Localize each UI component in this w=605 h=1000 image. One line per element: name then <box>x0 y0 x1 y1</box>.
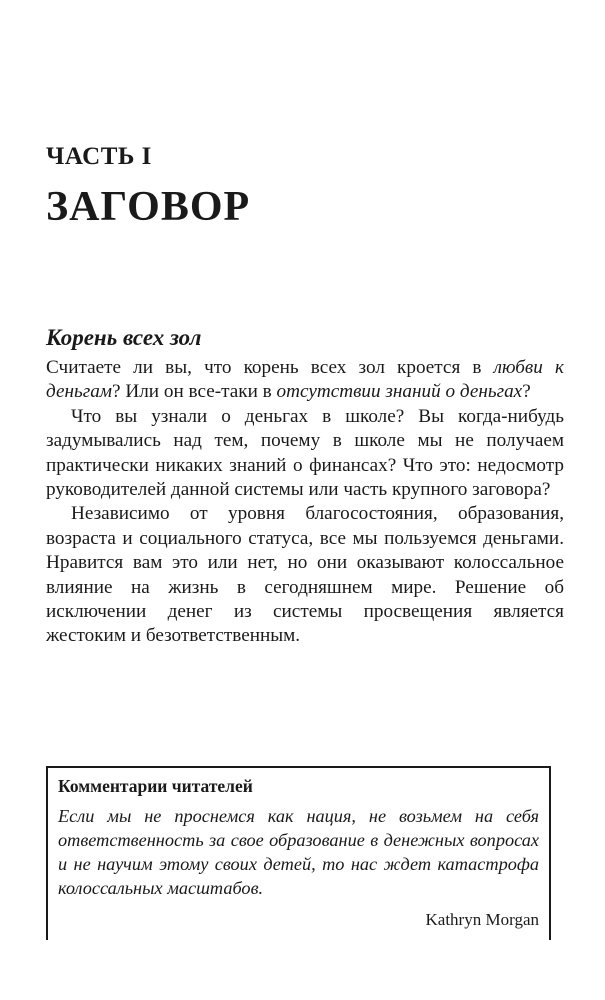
book-page <box>46 0 566 1000</box>
reader-comments-box <box>46 766 551 940</box>
paragraph <box>46 405 564 503</box>
part-title: ЗАГОВОР <box>46 184 251 230</box>
paragraph-text: Что вы узнали о деньгах в школе? Вы когда-нибудь задумывались над тем, почему в школе мы не получаем практически никаких знаний о финансах? Что это: недосмотр руководителей данной системы или часть крупного заговора? <box>46 405 564 501</box>
body-text <box>46 356 564 649</box>
paragraph-text: Независимо от уровня благосостояния, образования, возраста и социального статуса, все мы пользуемся деньгами. Нравится вам это или нет, но они оказывают колоссальное влияние на жизнь в сегодняшнем мире. Решение об исключении денег из системы просвещения является жестоким и безответственным. <box>46 503 564 647</box>
emphasis-text: любви к деньгам <box>46 357 564 403</box>
paragraph-text: ? <box>522 381 531 403</box>
section-heading: Корень всех зол <box>46 325 202 350</box>
paragraph <box>46 502 564 648</box>
reader-comment-author: Kathryn Morgan <box>425 910 539 929</box>
reader-comments-title: Комментарии читателей <box>58 776 253 796</box>
paragraph-text: ? Или он все-таки в <box>112 381 277 403</box>
part-label: ЧАСТЬ I <box>46 143 152 170</box>
reader-comment-quote: Если мы не проснемся как нация, не возьмем на себя ответственность за свое образование в денежных вопросах и не научим этому своих детей, то нас ждет катастрофа колоссальных масштабов. <box>58 806 539 898</box>
paragraph-text: Считаете ли вы, что корень всех зол кроется в <box>46 357 494 378</box>
emphasis-text: отсутствии знаний о деньгах <box>276 381 523 403</box>
paragraph <box>46 356 564 405</box>
